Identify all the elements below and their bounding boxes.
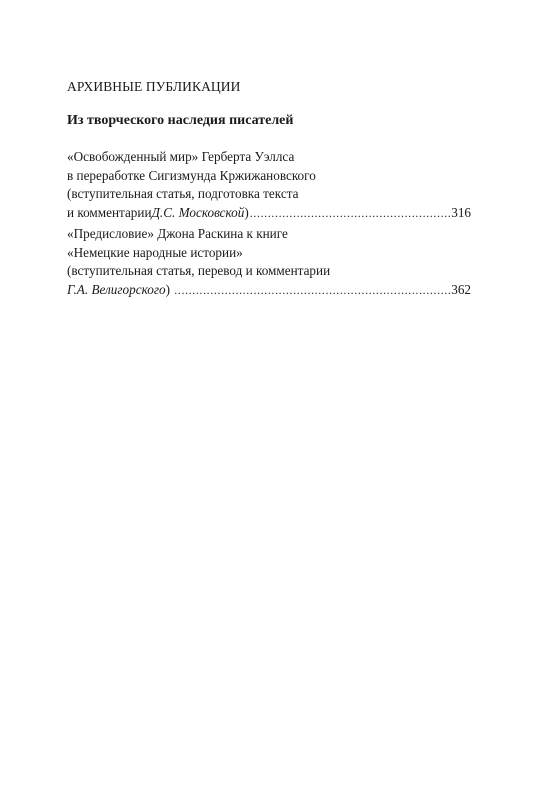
entry-title-line: «Немецкие народные истории» [67,244,243,260]
toc-entry[interactable] [67,225,471,299]
dot-leader [174,281,450,300]
entry-credit-line: (вступительная статья, подготовка текста [67,186,299,202]
dot-leader [250,204,450,223]
entry-title-line: «Предисловие» Джона Раскина к книге [67,226,288,241]
entry-author: Д.С. Московской [151,204,245,220]
subsection-title: Из творческого наследия писателей [67,113,294,128]
page-number: 362 [451,281,471,297]
entry-credit-line: (вступительная статья, перевод и комментарии [67,263,331,279]
entry-credit-last-line [67,281,471,300]
entry-credit-prefix: и комментарии [67,204,152,220]
entry-title-line: в переработке Сигизмунда Кржижановского [67,167,316,183]
entry-credit-suffix: ) [244,204,249,220]
entry-title-line: «Освобожденный мир» Герберта Уэллса [67,149,295,164]
section-title: АРХИВНЫЕ ПУБЛИКАЦИИ [67,79,241,94]
page-number: 316 [451,204,471,220]
entry-credit-last-line [67,204,471,223]
entry-credit-suffix: ) [165,281,174,297]
toc-entry[interactable] [67,148,471,222]
entry-author: Г.А. Велигорского [67,281,166,297]
